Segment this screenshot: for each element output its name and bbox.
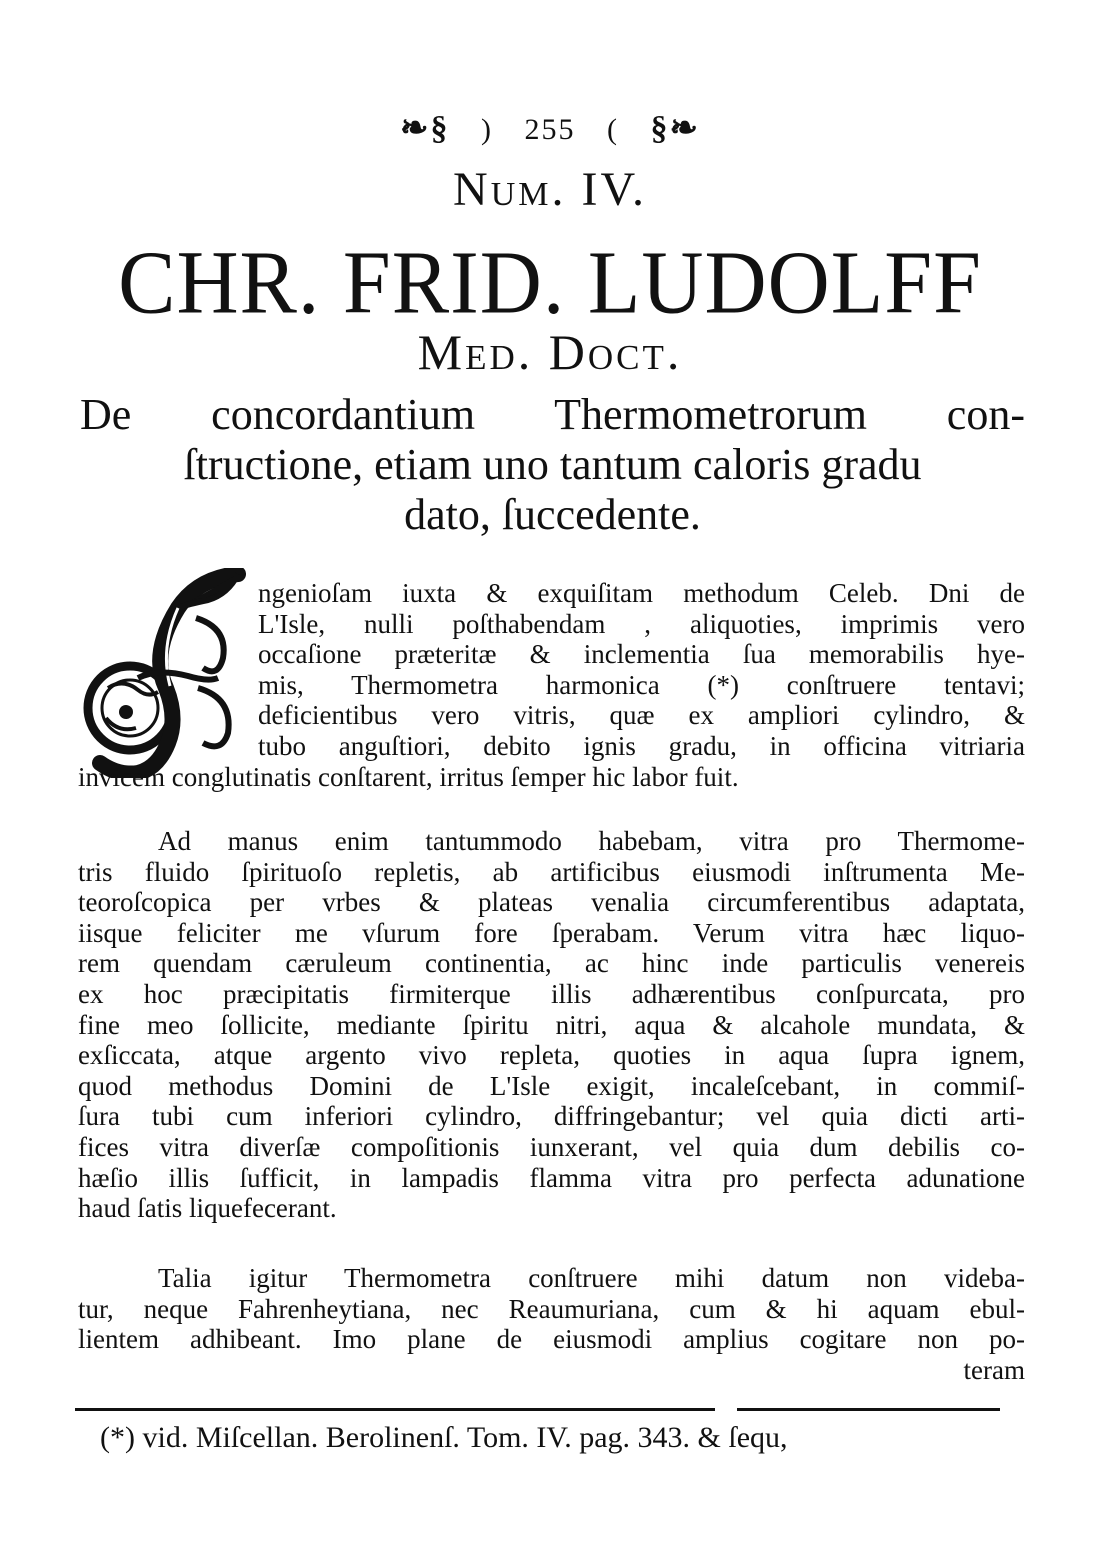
drop-cap-I-icon <box>78 568 253 778</box>
text-line: rem quendam cæruleum continentia, ac hinc inde particulis venereis <box>78 948 1025 979</box>
paragraph-2 <box>78 826 1025 1224</box>
text-line: L'Isle, nulli poſthabendam , aliquoties, imprimis vero <box>258 608 1025 639</box>
article-title <box>80 390 1025 540</box>
text-line: tur, neque Fahrenheytiana, nec Reaumuriana, cum & hi aquam ebul- <box>78 1293 1025 1324</box>
catchword: teram <box>963 1354 1025 1385</box>
text-line: iisque feliciter me vſurum fore ſperabam. Verum vitra hæc liquo- <box>78 917 1025 948</box>
text-line: ſura tubi cum inferiori cylindro, diffringebantur; vel quia dicti arti- <box>78 1101 1025 1132</box>
text-line: ex hoc præcipitatis firmiterque illis adhærentibus conſpurcata, pro <box>78 978 1025 1009</box>
text-line: Talia igitur Thermometra conſtruere mihi datum non videba- <box>158 1263 1025 1293</box>
footnote-rule-gap <box>715 1406 737 1413</box>
left-paren: ) <box>481 113 493 146</box>
text-line: lientem adhibeant. Imo plane de eiusmodi amplius cogitare non po- <box>78 1324 1025 1355</box>
text-line: teoroſcopica per vrbes & plateas venalia circumferentibus adaptata, <box>78 887 1025 918</box>
text-line: tris fluido ſpirituoſo repletis, ab artificibus eiusmodi inſtrumenta Me- <box>78 856 1025 887</box>
paragraph-3 <box>78 1263 1025 1385</box>
section-number: Num. IV. <box>453 163 647 216</box>
ornamental-initial-icon <box>78 568 253 778</box>
author-name: CHR. FRID. LUDOLFF <box>118 231 982 333</box>
text-line: fices vitra diverſæ compoſitionis iunxerant, vel quia dum debilis co- <box>78 1131 1025 1162</box>
page-number: 255 <box>524 113 576 146</box>
text-line: Ad manus enim tantummodo habebam, vitra pro Thermome- <box>158 826 1025 856</box>
left-ornament-icon: ❧§ <box>400 110 450 147</box>
text-line: exſiccata, atque argento vivo repleta, quoties in aqua ſupra ignem, <box>78 1040 1025 1071</box>
text-line: tubo anguſtiori, debito ignis gradu, in officina vitriaria <box>258 730 1025 761</box>
right-ornament-icon: §❧ <box>650 110 700 147</box>
text-line: occaſione præteritæ & inclementia ſua memorabilis hye- <box>258 639 1025 670</box>
title-line: De concordantium Thermometrorum con- <box>80 390 1025 439</box>
right-paren: ( <box>607 113 619 146</box>
author-degree: Med. Doct. <box>417 324 683 380</box>
text-line: haud ſatis liquefecerant. <box>78 1193 337 1224</box>
title-line: ſtructione, etiam uno tantum caloris gradu <box>183 440 922 489</box>
text-line: fine meo ſollicite, mediante ſpiritu nitri, aqua & alcahole mundata, & <box>78 1009 1025 1040</box>
title-line: dato, ſuccedente. <box>404 490 701 539</box>
paragraph-1 <box>258 578 1025 762</box>
text-line: deficientibus vero vitris, quæ ex ampliori cylindro, & <box>258 700 1025 731</box>
footnote: (*) vid. Miſcellan. Berolinenſ. Tom. IV. pag. 343. & ſequ, <box>100 1421 788 1454</box>
paragraph-1-continued <box>78 762 938 793</box>
text-line: quod methodus Domini de L'Isle exigit, incaleſcebant, in commiſ- <box>78 1070 1025 1101</box>
text-line: ngenioſam iuxta & exquiſitam methodum Celeb. Dni de <box>258 578 1025 608</box>
text-line: hæſio illis ſufficit, in lampadis flamma vitra pro perfecta adunatione <box>78 1162 1025 1193</box>
running-head <box>0 104 1100 155</box>
text-line: invicem conglutinatis conſtarent, irritus ſemper hic labor fuit. <box>78 762 739 792</box>
footnote-rule <box>75 1408 1000 1411</box>
text-line: mis, Thermometra harmonica (*) conſtruere tentavi; <box>258 669 1025 700</box>
